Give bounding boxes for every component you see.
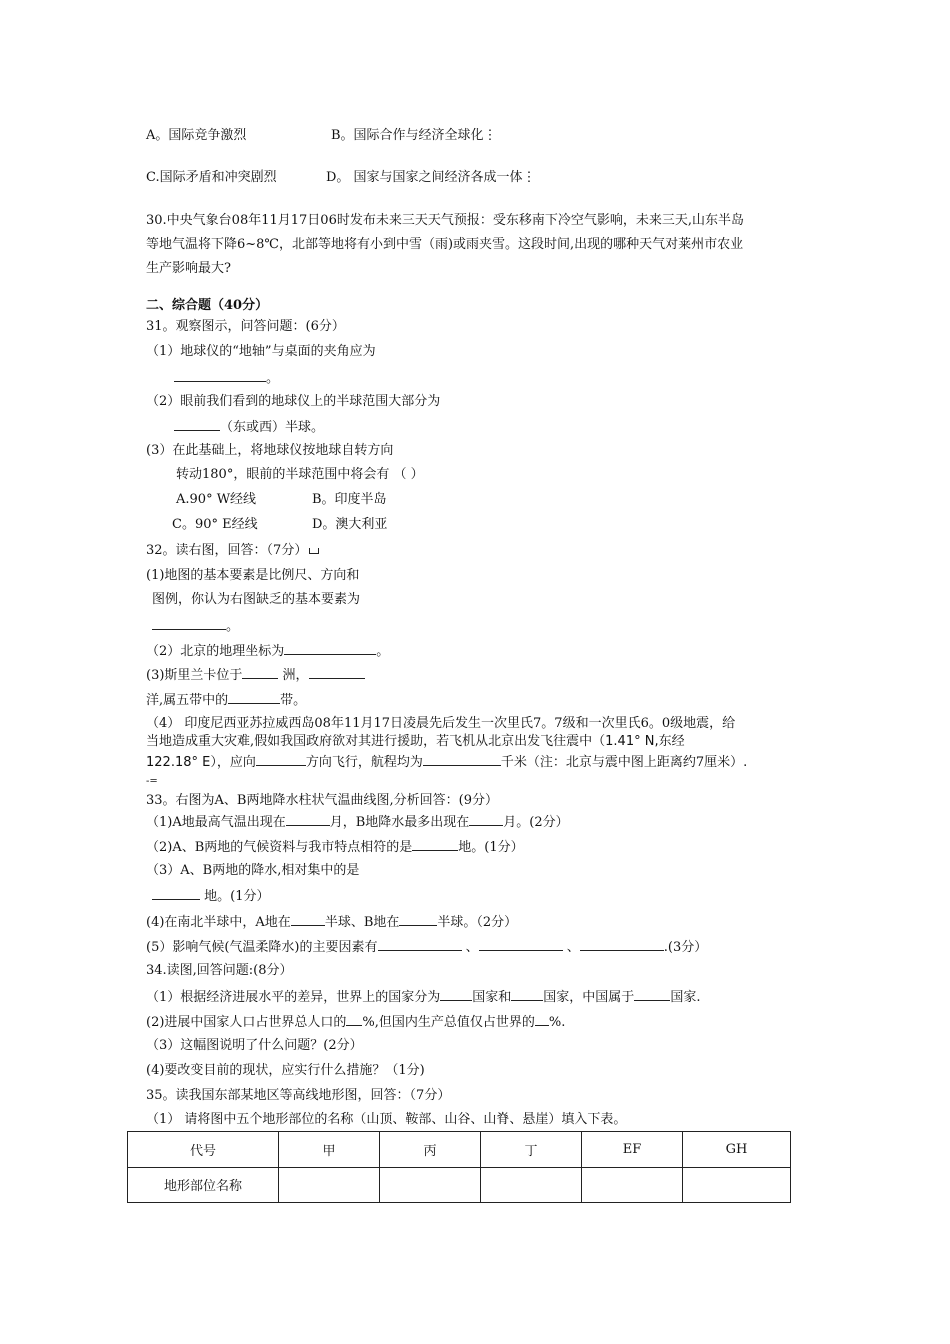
q32-sub-1-answer: 。: [152, 617, 239, 635]
table-header-cell: GH: [683, 1132, 791, 1168]
table-header-cell: 甲: [279, 1132, 380, 1168]
table-answer-cell[interactable]: [582, 1167, 683, 1203]
q33-sub-5: (5）影响气候(气温柔降水)的主要因素有 、 、 .(3分）: [146, 940, 708, 955]
table-header-cell: 代号: [128, 1132, 279, 1168]
q32-sub-4-line-2: 当地造成重大灾难,假如我国政府欲对其进行援助，若飞机从北京出发飞往震中（1.41° N,东经: [146, 734, 685, 749]
q34-sub-4: (4)要改变目前的现状，应实行什么措施？（1分): [146, 1063, 425, 1078]
q31-sub-3-line-2: 转动180°，眼前的半球范围中将会有 （ ）: [176, 467, 424, 482]
q32-sub-4-mark: -=: [146, 776, 158, 787]
q31-sub-2: （2）眼前我们看到的地球仪上的半球范围大部分为: [146, 394, 441, 409]
q29-option-b: B。国际合作与经济全球化⋮: [331, 128, 497, 143]
q31-sub-3-line-1: (3）在此基础上，将地球仪按地球自转方向: [146, 443, 394, 458]
q33-sub-2: （2)A、B两地的气候资料与我市特点相符的是 地。(1分）: [146, 840, 524, 855]
q32-sub-1-line-1: (1)地图的基本要素是比例尺、方向和: [146, 568, 360, 583]
q32-sub-2: （2）北京的地理坐标为 。: [146, 644, 390, 659]
q31-sub-1-answer: 。: [174, 369, 279, 387]
q32-sub-3-line-1: (3)斯里兰卡位于 洲，: [146, 666, 365, 684]
table-answer-cell[interactable]: [481, 1167, 582, 1203]
q31-option-a: A.90° W经线: [176, 492, 257, 507]
q33-title: 33。右图为A、B两地降水柱状气温曲线图,分析回答：(9分）: [146, 793, 498, 808]
bracket-mark-icon: [309, 548, 319, 554]
q34-sub-1: （1）根据经济进展水平的差异，世界上的国家分为 国家和 国家，中国属于 国家.: [146, 990, 701, 1005]
q29-option-d: D。 国家与国家之间经济各成一体⋮: [326, 170, 536, 185]
table-header-cell: 丁: [481, 1132, 582, 1168]
q31-title: 31。观察图示，问答问题：(6分）: [146, 319, 345, 334]
q29-option-a: A。国际竞争激烈: [146, 128, 247, 143]
q34-sub-3: （3）这幅图说明了什么问题？(2分）: [146, 1038, 363, 1053]
q31-sub-2-answer: （东或西）半球。: [174, 418, 324, 436]
q32-sub-4-line-3: 122.18° E），应向 方向飞行，航程均为 千米（注：北京与震中图上距离约7厘米）.: [146, 755, 748, 770]
q35-title: 35。读我国东部某地区等高线地形图，回答：（7分）: [146, 1088, 451, 1103]
q31-option-c: C。90° E经线: [172, 517, 258, 532]
q31-sub-1: （1）地球仪的“地轴”与桌面的夹角应为: [146, 344, 376, 359]
q33-sub-1: （1)A地最高气温出现在 月，B地降水最多出现在 月。(2分）: [146, 815, 569, 830]
q35-sub-1: （1） 请将图中五个地形部位的名称（山顶、鞍部、山谷、山脊、悬崖）填入下表。: [146, 1112, 627, 1127]
table-row: [128, 1167, 791, 1203]
q30-line-2: 等地气温将下降6~8℃，北部等地将有小到中雪（雨)或雨夹雪。这段时间,出现的哪种天气对莱州市农业: [146, 237, 744, 252]
table-answer-cell[interactable]: [683, 1167, 791, 1203]
table-header-row: [128, 1132, 791, 1168]
table-header-cell: EF: [582, 1132, 683, 1168]
q30-line-1: 30.中央气象台08年11月17日06时发布未来三天天气预报：受东移南下冷空气影响，未来三天,山东半岛: [146, 213, 744, 228]
q32-sub-1-line-2: 图例，你认为右图缺乏的基本要素为: [152, 592, 361, 607]
table-answer-cell[interactable]: [380, 1167, 481, 1203]
q34-title: 34.读图,回答问题:(8分）: [146, 963, 293, 978]
q33-sub-3-line-2: 地。(1分）: [152, 887, 269, 905]
q33-sub-3-line-1: （3）A、B两地的降水,相对集中的是: [146, 863, 360, 878]
table-answer-cell[interactable]: [279, 1167, 380, 1203]
section-title: 二、综合题（40分）: [146, 298, 269, 313]
table-header-cell: 丙: [380, 1132, 481, 1168]
q32-sub-3-line-2: 洋,属五带中的 带。: [146, 693, 307, 708]
q31-option-d: D。澳大利亚: [312, 517, 388, 532]
table-row-label: 地形部位名称: [128, 1167, 279, 1203]
terrain-table: [127, 1131, 791, 1203]
q29-option-c: C.国际矛盾和冲突剧烈: [146, 170, 277, 185]
q30-line-3: 生产影响最大?: [146, 261, 231, 276]
q34-sub-2: (2)进展中国家人口占世界总人口的 %,但国内生产总值仅占世界的 %.: [146, 1015, 566, 1030]
q32-sub-4-line-1: （4） 印度尼西亚苏拉威西岛08年11月17日凌晨先后发生一次里氏7。7级和一次里氏6。0级地震，给: [146, 716, 736, 731]
q32-title: 32。读右图，回答：（7分）: [146, 543, 319, 559]
q31-option-b: B。印度半岛: [312, 492, 387, 507]
q33-sub-4: (4)在南北半球中，A地在 半球、B地在 半球。（2分）: [146, 915, 518, 930]
